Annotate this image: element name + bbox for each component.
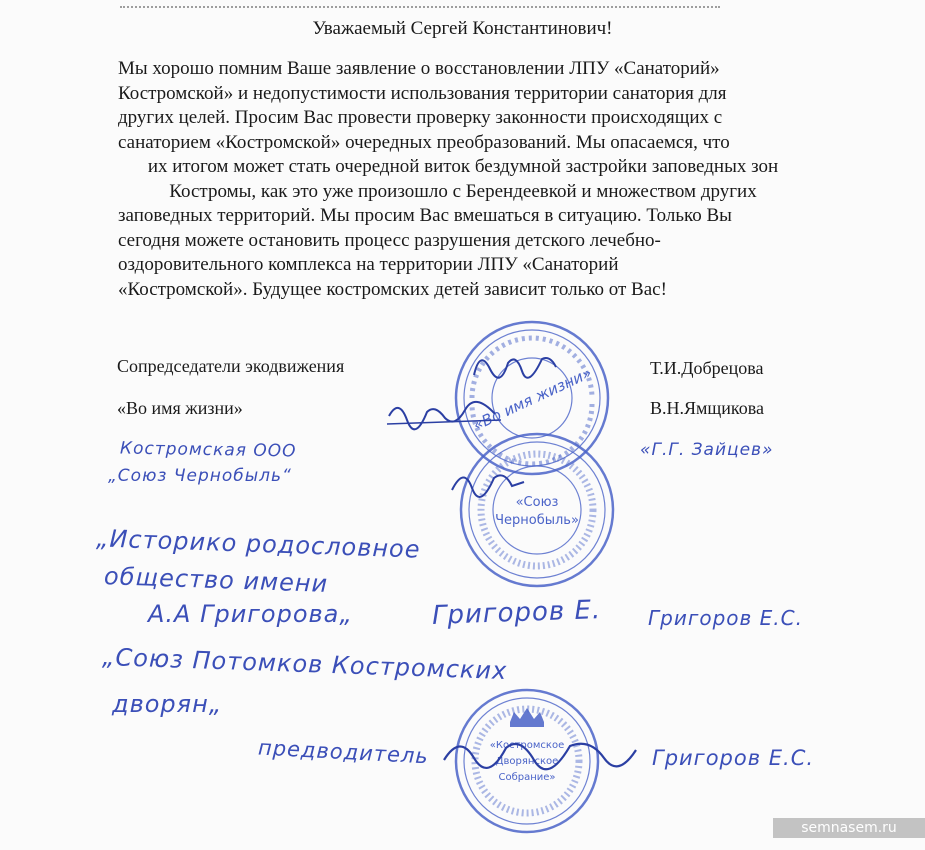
nobility-stamp-text-2: Дворянское [495, 756, 559, 767]
hw-chernobyl-org-1: Костромская ООО [119, 438, 297, 462]
signature-scribble-2 [385, 392, 505, 432]
nobility-stamp-text-3: Собрание» [498, 772, 556, 783]
hw-grigorov-signature: Григоров Е. [431, 595, 602, 631]
body-line: сегодня можете остановить процесс разрушения детского лечебно- [118, 229, 661, 251]
site-watermark: semnasem.ru [773, 818, 925, 838]
movement-name: «Во имя жизни» [117, 398, 243, 418]
nobility-stamp-text-1: «Костромское [489, 740, 565, 751]
letter-body [118, 57, 808, 302]
hw-grigorov-name-2: Григоров Е.С. [652, 746, 815, 770]
hw-nobility-org-2: дворян„ [112, 690, 223, 718]
hw-nobility-org-1: „Союз Потомков Костромских [101, 642, 508, 686]
hw-grigorov-name-1: Григоров Е.С. [648, 606, 803, 630]
chernobyl-union-stamp [457, 430, 617, 590]
body-line: «Костромской». Будущее костромских детей зависит только от Вас! [118, 278, 667, 300]
body-line: других целей. Просим Вас провести проверку законности происходящих с [118, 107, 723, 128]
hw-chernobyl-name: «Г.Г. Зайцев» [640, 440, 774, 460]
body-line: оздоровительного комплекса на территории ЛПУ «Санаторий [118, 254, 619, 275]
signature-scribble-4 [440, 730, 640, 774]
hw-history-org-2: общество имени [103, 562, 329, 598]
cochairs-label: Сопредседатели экодвижения [117, 356, 345, 376]
signature-scribble-3 [448, 462, 528, 502]
hw-history-org-1: „Историко родословное [95, 524, 421, 564]
body-line: Мы хорошо помним Ваше заявление о восстановлении ЛПУ «Санаторий» [118, 58, 720, 79]
body-line: Костромской» и недопустимости использования территории санатория для [118, 82, 727, 104]
chernobyl-stamp-center-text-2: Чернобыль» [495, 513, 579, 528]
body-line: заповедных территорий. Мы просим Вас вмешаться в ситуацию. Только Вы [118, 205, 732, 226]
salutation: Уважаемый Сергей Константинович! [312, 18, 613, 39]
signature-scribble-1 [470, 345, 560, 385]
hw-history-org-3: А.А Григорова„ [148, 600, 353, 628]
eco-stamp-center-text: «Во имя жизни» [470, 363, 595, 435]
hw-leader-label: предводитель [257, 735, 430, 769]
signatory-name-2: В.Н.Ямщикова [650, 398, 764, 418]
hw-chernobyl-org-2: „Союз Чернобыль“ [108, 466, 292, 486]
top-cut-line [120, 0, 720, 8]
chernobyl-stamp-center-text-1: «Союз [515, 495, 559, 510]
body-line: санаторием «Костромской» очередных преобразований. Мы опасаемся, что [118, 131, 730, 153]
signatory-name-1: Т.И.Добрецова [650, 358, 764, 378]
body-line: их итогом может стать очередной виток бездумной застройки заповедных зон [147, 156, 779, 177]
body-line: Костромы, как это уже произошло с Берендеевкой и множеством других [169, 180, 757, 202]
